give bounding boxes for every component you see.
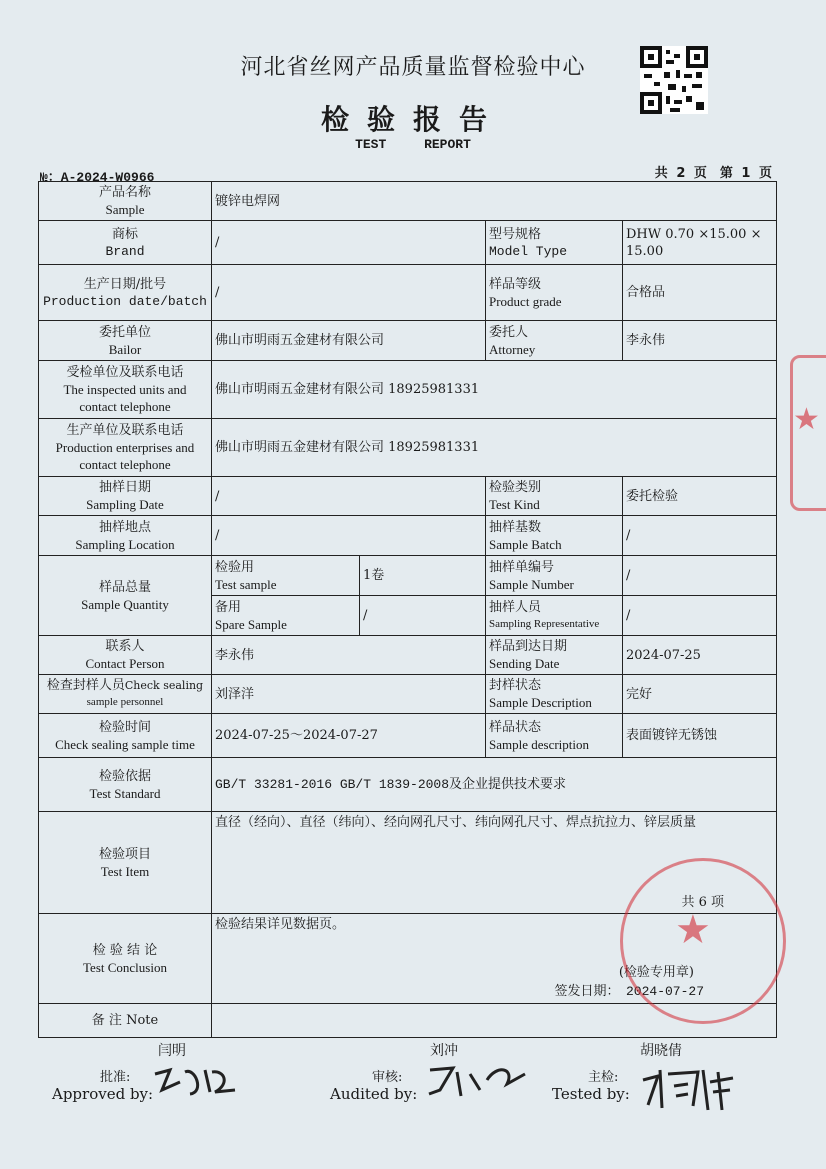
conclusion-value: 检验结果详见数据页。	[215, 917, 346, 932]
row-sealer	[39, 675, 777, 714]
sending-date-label: 样品到达日期 Sending Date	[486, 636, 623, 675]
location-label: 抽样地点 Sampling Location	[39, 516, 212, 556]
tested-name: 胡晓倩	[640, 1043, 682, 1059]
test-sample-value: 1卷	[360, 556, 486, 596]
report-title: 检验报告	[320, 103, 505, 136]
row-producer	[39, 419, 777, 477]
batch-label: 抽样基数 Sample Batch	[486, 516, 623, 556]
sample-state-value: 表面镀锌无锈蚀	[623, 714, 777, 758]
tested-label-cn: 主检:	[588, 1070, 619, 1085]
contact-value: 李永伟	[212, 636, 486, 675]
spare-sample-value: /	[360, 596, 486, 636]
org-name: 河北省丝网产品质量监督检验中心	[240, 55, 586, 80]
grade-label: 样品等级 Product grade	[486, 265, 623, 321]
conclusion-label: 检 验 结 论 Test Conclusion	[39, 914, 212, 1004]
row-contact	[39, 636, 777, 675]
standard-value: GB/T 33281-2016 GB/T 1839-2008及企业提供技术要求	[212, 758, 777, 812]
page-count: 共 2 页 第 1 页	[654, 166, 772, 181]
row-test-sample	[39, 556, 777, 596]
issue-date: 签发日期： 2024-07-27	[554, 984, 705, 999]
audited-signature	[425, 1060, 535, 1102]
inspected-label: 受检单位及联系电话 The inspected units and contact telephone	[39, 361, 212, 419]
approved-label-en: Approved by:	[52, 1085, 154, 1103]
spare-sample-label: 备用 Spare Sample	[212, 596, 360, 636]
audited-name: 刘冲	[430, 1043, 458, 1059]
sample-state-label: 样品状态 Sample description	[486, 714, 623, 758]
location-value: /	[212, 516, 486, 556]
tested-signature	[638, 1060, 738, 1116]
test-kind-label: 检验类别 Test Kind	[486, 477, 623, 516]
sealer-label: 检查封样人员Check sealing sample personnel	[39, 675, 212, 714]
sample-value: 镀锌电焊网	[212, 182, 777, 221]
producer-label: 生产单位及联系电话 Production enterprises and contact telephone	[39, 419, 212, 477]
attorney-label: 委托人 Attorney	[486, 321, 623, 361]
row-brand	[39, 221, 777, 265]
side-seal: ★	[790, 355, 826, 511]
attorney-value: 李永伟	[623, 321, 777, 361]
note-label: 备 注 Note	[39, 1004, 212, 1038]
prod-date-value: /	[212, 265, 486, 321]
audited-label-cn: 审核:	[372, 1070, 403, 1085]
brand-value: /	[212, 221, 486, 265]
official-seal: ★	[620, 858, 786, 1024]
bailor-label: 委托单位 Bailor	[39, 321, 212, 361]
batch-value: /	[623, 516, 777, 556]
row-sampling-date	[39, 477, 777, 516]
seal-state-value: 完好	[623, 675, 777, 714]
prod-date-label: 生产日期/批号 Production date/batch	[39, 265, 212, 321]
test-sample-label: 检验用 Test sample	[212, 556, 360, 596]
approved-signature	[150, 1062, 240, 1102]
row-sample	[39, 182, 777, 221]
approved-label-cn: 批准:	[100, 1070, 131, 1085]
row-standard	[39, 758, 777, 812]
test-item-label: 检验项目 Test Item	[39, 812, 212, 914]
row-location	[39, 516, 777, 556]
sending-date-value: 2024-07-25	[623, 636, 777, 675]
brand-label: 商标 Brand	[39, 221, 212, 265]
row-inspected	[39, 361, 777, 419]
model-value: DHW 0.70 ×15.00 × 15.00	[623, 221, 777, 265]
tested-label-en: Tested by:	[552, 1085, 630, 1103]
sealer-value: 刘泽洋	[212, 675, 486, 714]
row-bailor	[39, 321, 777, 361]
seal-state-label: 封样状态 Sample Description	[486, 675, 623, 714]
bailor-value: 佛山市明雨五金建材有限公司	[212, 321, 486, 361]
contact-label: 联系人 Contact Person	[39, 636, 212, 675]
sampling-date-value: /	[212, 477, 486, 516]
sample-number-value: /	[623, 556, 777, 596]
sampling-date-label: 抽样日期 Sampling Date	[39, 477, 212, 516]
test-item-count: 共 6 项	[681, 895, 725, 910]
sample-number-label: 抽样单编号 Sample Number	[486, 556, 623, 596]
report-subtitle: TEST REPORT	[355, 137, 471, 152]
inspected-value: 佛山市明雨五金建材有限公司 18925981331	[212, 361, 777, 419]
representative-label: 抽样人员 Sampling Representative	[486, 596, 623, 636]
quantity-label: 样品总量 Sample Quantity	[39, 556, 212, 636]
model-label: 型号规格 Model Type	[486, 221, 623, 265]
test-time-value: 2024-07-25～2024-07-27	[212, 714, 486, 758]
test-kind-value: 委托检验	[623, 477, 777, 516]
test-item-value: 直径（经向）、直径（纬向）、经向网孔尺寸、纬向网孔尺寸、焊点抗拉力、锌层质量	[215, 815, 697, 830]
approved-name: 闫明	[158, 1043, 186, 1059]
row-test-time	[39, 714, 777, 758]
grade-value: 合格品	[623, 265, 777, 321]
producer-value: 佛山市明雨五金建材有限公司 18925981331	[212, 419, 777, 477]
row-prod-date	[39, 265, 777, 321]
test-time-label: 检验时间 Check sealing sample time	[39, 714, 212, 758]
audited-label-en: Audited by:	[330, 1085, 418, 1103]
standard-label: 检验依据 Test Standard	[39, 758, 212, 812]
representative-value: /	[623, 596, 777, 636]
report-number: №：A-2024-W0966	[40, 170, 155, 185]
sample-label: 产品名称 Sample	[39, 182, 212, 221]
seal-note: (检验专用章)	[618, 965, 695, 980]
